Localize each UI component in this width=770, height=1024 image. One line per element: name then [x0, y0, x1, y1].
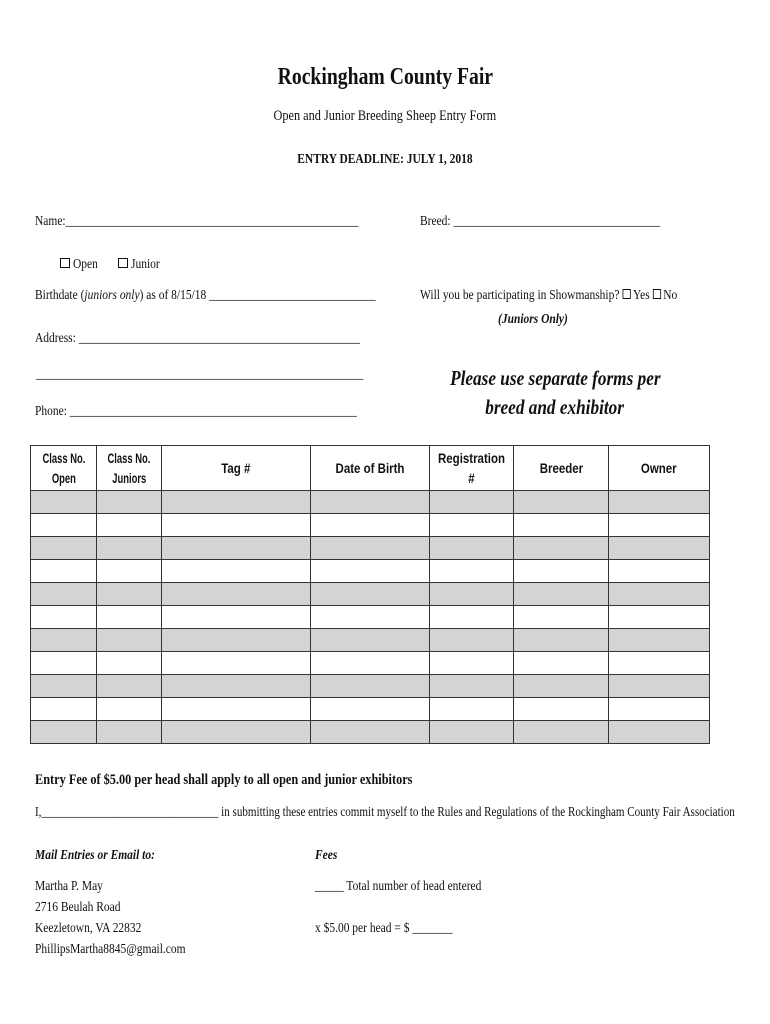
- total-head-label: Total number of head entered: [346, 879, 482, 894]
- table-cell[interactable]: [430, 491, 514, 514]
- table-cell[interactable]: [430, 606, 514, 629]
- total-head-field[interactable]: [315, 879, 518, 895]
- table-cell[interactable]: [31, 537, 97, 560]
- table-cell[interactable]: [609, 698, 710, 721]
- table-cell[interactable]: [97, 629, 162, 652]
- table-cell[interactable]: [31, 560, 97, 583]
- table-row: [31, 629, 710, 652]
- open-checkbox[interactable]: [60, 258, 70, 268]
- col-header-breeder: Breeder: [514, 446, 609, 491]
- entry-fee-notice: Entry Fee of $5.00 per head shall apply to all open and junior exhibitors: [35, 772, 413, 788]
- table-cell[interactable]: [311, 675, 430, 698]
- table-row: [31, 514, 710, 537]
- table-header-row: [31, 446, 710, 491]
- table-row: [31, 652, 710, 675]
- table-cell[interactable]: [514, 721, 609, 744]
- table-cell[interactable]: [430, 583, 514, 606]
- table-cell[interactable]: [311, 721, 430, 744]
- table-cell[interactable]: [97, 675, 162, 698]
- phone-label: Phone:: [35, 404, 67, 419]
- table-cell[interactable]: [514, 537, 609, 560]
- table-cell[interactable]: [31, 721, 97, 744]
- table-cell[interactable]: [311, 698, 430, 721]
- separate-forms-note-line2: breed and exhibitor: [485, 395, 625, 419]
- col-header-class-open: Class No. Open: [31, 446, 97, 491]
- phone-line[interactable]: __________________________________________________: [69, 404, 357, 419]
- table-cell[interactable]: [97, 514, 162, 537]
- table-cell[interactable]: [609, 491, 710, 514]
- table-cell[interactable]: [97, 652, 162, 675]
- mail-entries-heading: Mail Entries or Email to:: [35, 848, 155, 863]
- table-cell[interactable]: [514, 514, 609, 537]
- address-field[interactable]: [35, 331, 431, 347]
- col-header-class-juniors: Class No. Juniors: [97, 446, 162, 491]
- table-cell[interactable]: [430, 629, 514, 652]
- birthdate-qualifier: juniors only: [84, 288, 140, 303]
- name-line[interactable]: ___________________________________________________: [65, 214, 359, 229]
- yes-label: Yes: [632, 288, 650, 303]
- table-cell[interactable]: [311, 514, 430, 537]
- table-cell[interactable]: [609, 537, 710, 560]
- table-cell[interactable]: [162, 537, 311, 560]
- entry-rows: [31, 491, 710, 744]
- table-cell[interactable]: [514, 629, 609, 652]
- showmanship-no-checkbox[interactable]: [653, 289, 661, 299]
- col-header-date-of-birth: Date of Birth: [311, 446, 430, 491]
- table-cell[interactable]: [609, 629, 710, 652]
- table-cell[interactable]: [609, 675, 710, 698]
- fees-heading: Fees: [315, 848, 338, 863]
- table-cell[interactable]: [162, 560, 311, 583]
- table-row: [31, 537, 710, 560]
- table-row: [31, 560, 710, 583]
- junior-option[interactable]: [118, 257, 166, 273]
- table-cell[interactable]: [162, 675, 311, 698]
- contact-name: Martha P. May: [35, 879, 103, 894]
- no-label: No: [663, 288, 678, 303]
- table-cell[interactable]: [430, 514, 514, 537]
- table-cell[interactable]: [311, 606, 430, 629]
- table-cell[interactable]: [162, 606, 311, 629]
- contact-street: 2716 Beulah Road: [35, 900, 121, 915]
- table-cell[interactable]: [162, 652, 311, 675]
- table-cell[interactable]: [514, 675, 609, 698]
- table-cell[interactable]: [31, 698, 97, 721]
- table-cell[interactable]: [609, 721, 710, 744]
- contact-city: Keezletown, VA 22832: [35, 921, 142, 936]
- contact-email: PhillipsMartha8845@gmail.com: [35, 942, 186, 957]
- table-cell[interactable]: [31, 514, 97, 537]
- table-cell[interactable]: [514, 560, 609, 583]
- juniors-only-note: (Juniors Only): [498, 312, 568, 327]
- table-cell[interactable]: [311, 629, 430, 652]
- table-cell[interactable]: [609, 514, 710, 537]
- table-cell[interactable]: [97, 583, 162, 606]
- table-cell[interactable]: [311, 583, 430, 606]
- open-option[interactable]: [60, 257, 103, 273]
- birthdate-field[interactable]: [35, 288, 450, 304]
- table-cell[interactable]: [31, 652, 97, 675]
- table-cell[interactable]: [514, 606, 609, 629]
- col-header-registration: Registration #: [430, 446, 514, 491]
- table-cell[interactable]: [430, 537, 514, 560]
- name-field[interactable]: [35, 214, 429, 230]
- table-cell[interactable]: [311, 652, 430, 675]
- table-cell[interactable]: [311, 491, 430, 514]
- commit-prefix: I,: [35, 805, 42, 820]
- commit-signature-line[interactable]: ________________________________: [41, 805, 219, 820]
- birthdate-date: ) as of 8/15/18: [139, 288, 207, 303]
- table-cell[interactable]: [430, 698, 514, 721]
- open-label: Open: [73, 257, 98, 272]
- table-cell[interactable]: [31, 583, 97, 606]
- table-cell[interactable]: [609, 652, 710, 675]
- table-cell[interactable]: [430, 721, 514, 744]
- table-cell[interactable]: [97, 606, 162, 629]
- table-cell[interactable]: [97, 721, 162, 744]
- entries-table: [30, 445, 710, 744]
- table-row: [31, 583, 710, 606]
- total-head-line[interactable]: _____: [315, 879, 344, 894]
- form-title: Rockingham County Fair: [277, 64, 493, 90]
- table-cell[interactable]: [514, 698, 609, 721]
- table-cell[interactable]: [97, 560, 162, 583]
- entry-deadline: ENTRY DEADLINE: JULY 1, 2018: [297, 152, 473, 167]
- table-cell[interactable]: [162, 514, 311, 537]
- name-label: Name:: [35, 214, 66, 229]
- commit-text: in submitting these entries commit myself to the Rules and Regulations of the Rockingham County Fair Association: [221, 805, 735, 820]
- address-line-2[interactable]: _________________________________________________________: [36, 367, 364, 382]
- junior-checkbox[interactable]: [118, 258, 128, 268]
- table-cell[interactable]: [430, 652, 514, 675]
- table-cell[interactable]: [430, 560, 514, 583]
- table-cell[interactable]: [311, 537, 430, 560]
- commitment-statement: [35, 805, 770, 821]
- table-cell[interactable]: [31, 629, 97, 652]
- breed-line[interactable]: ____________________________________: [453, 214, 661, 229]
- table-cell[interactable]: [311, 560, 430, 583]
- table-cell[interactable]: [514, 583, 609, 606]
- junior-label: Junior: [131, 257, 160, 272]
- table-cell[interactable]: [162, 698, 311, 721]
- showmanship-label: Will you be participating in Showmanship?: [420, 288, 620, 303]
- showmanship-yes-checkbox[interactable]: [622, 289, 630, 299]
- address-label: Address:: [35, 331, 76, 346]
- per-head-field[interactable]: [315, 921, 483, 937]
- table-cell[interactable]: [97, 698, 162, 721]
- phone-field[interactable]: [35, 404, 427, 420]
- table-cell[interactable]: [609, 560, 710, 583]
- breed-label: Breed:: [420, 214, 451, 229]
- table-cell[interactable]: [162, 629, 311, 652]
- table-cell[interactable]: [31, 606, 97, 629]
- birthdate-line[interactable]: _____________________________: [209, 288, 376, 303]
- table-cell[interactable]: [162, 583, 311, 606]
- table-cell[interactable]: [609, 606, 710, 629]
- table-row: [31, 698, 710, 721]
- table-row: [31, 606, 710, 629]
- separate-forms-note-line1: Please use separate forms per: [449, 366, 661, 390]
- table-row: [31, 491, 710, 514]
- per-head-line[interactable]: _______: [412, 921, 453, 936]
- showmanship-question: [420, 288, 734, 304]
- birthdate-label: Birthdate (: [35, 288, 85, 303]
- col-header-owner: Owner: [609, 446, 710, 491]
- breed-field[interactable]: [420, 214, 713, 230]
- table-cell[interactable]: [97, 491, 162, 514]
- table-cell[interactable]: [430, 675, 514, 698]
- per-head-label: x $5.00 per head = $: [315, 921, 410, 936]
- table-row: [31, 721, 710, 744]
- table-cell[interactable]: [162, 721, 311, 744]
- table-cell[interactable]: [514, 652, 609, 675]
- table-cell[interactable]: [514, 491, 609, 514]
- form-subtitle: Open and Junior Breeding Sheep Entry Form: [273, 108, 497, 124]
- table-cell[interactable]: [162, 491, 311, 514]
- table-cell[interactable]: [97, 537, 162, 560]
- table-cell[interactable]: [31, 491, 97, 514]
- table-cell[interactable]: [609, 583, 710, 606]
- address-line[interactable]: _________________________________________________: [78, 331, 360, 346]
- col-header-tag: Tag #: [162, 446, 311, 491]
- table-row: [31, 675, 710, 698]
- table-cell[interactable]: [31, 675, 97, 698]
